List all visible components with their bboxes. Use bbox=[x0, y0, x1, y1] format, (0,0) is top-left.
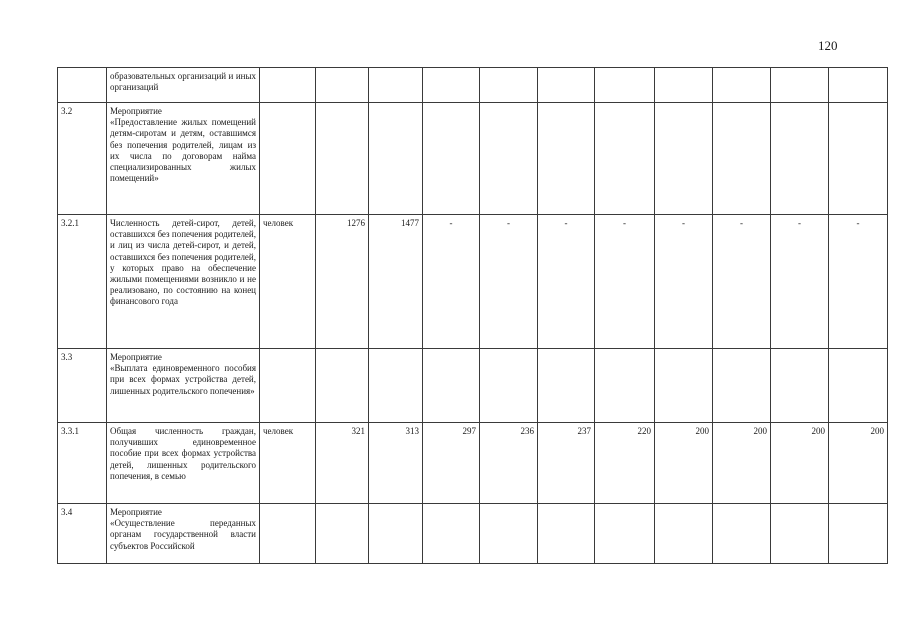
value-cell bbox=[595, 504, 655, 564]
description-text: «Осуществление переданных органам государственной власти субъектов Российской bbox=[110, 518, 256, 551]
unit-of-measure: человек bbox=[260, 215, 316, 349]
row-description bbox=[107, 68, 260, 103]
value-cell bbox=[655, 68, 713, 103]
table-row bbox=[58, 68, 888, 103]
description-text: Численность детей-сирот, детей, оставшихся без попечения родителей, и лиц из числа детей-сирот, и детей, оставшихся без попечения родителей, у которых право на обеспечение жилыми помещениями возникло и не реализовано, по состоянию на конец финансового года bbox=[110, 218, 256, 307]
value-cell: - bbox=[538, 215, 595, 349]
value-cell: 236 bbox=[480, 423, 538, 504]
value-cell bbox=[595, 68, 655, 103]
page-number: 120 bbox=[818, 38, 838, 53]
value-cell bbox=[538, 103, 595, 215]
description-text: «Предоставление жилых помещений детям-сиротам и детям, оставшимся без попечения родителей, лицам из их числа по договорам найма специализированных жилых помещений» bbox=[110, 117, 256, 184]
unit-of-measure bbox=[260, 68, 316, 103]
measure-title: Мероприятие bbox=[110, 352, 162, 362]
value-cell bbox=[480, 68, 538, 103]
value-cell: - bbox=[423, 215, 480, 349]
unit-of-measure bbox=[260, 349, 316, 423]
value-cell bbox=[771, 68, 829, 103]
value-cell: 200 bbox=[713, 423, 771, 504]
table-row bbox=[58, 423, 888, 504]
row-number: 3.3.1 bbox=[58, 423, 107, 504]
unit-of-measure bbox=[260, 504, 316, 564]
row-description bbox=[107, 504, 260, 564]
value-cell bbox=[771, 349, 829, 423]
value-cell: - bbox=[771, 215, 829, 349]
value-cell: 200 bbox=[771, 423, 829, 504]
measure-title: Мероприятие bbox=[110, 106, 162, 116]
value-cell: 1276 bbox=[316, 215, 369, 349]
value-cell bbox=[595, 103, 655, 215]
row-number bbox=[58, 68, 107, 103]
value-cell bbox=[713, 349, 771, 423]
value-cell bbox=[771, 103, 829, 215]
table-row bbox=[58, 103, 888, 215]
table-row bbox=[58, 349, 888, 423]
row-number: 3.2 bbox=[58, 103, 107, 215]
value-cell bbox=[713, 68, 771, 103]
value-cell bbox=[423, 504, 480, 564]
value-cell bbox=[369, 504, 423, 564]
value-cell bbox=[829, 68, 888, 103]
value-cell: - bbox=[655, 215, 713, 349]
value-cell: 321 bbox=[316, 423, 369, 504]
value-cell bbox=[538, 68, 595, 103]
value-cell bbox=[829, 504, 888, 564]
row-description bbox=[107, 215, 260, 349]
row-description bbox=[107, 103, 260, 215]
value-cell: 1477 bbox=[369, 215, 423, 349]
value-cell: 200 bbox=[829, 423, 888, 504]
value-cell bbox=[595, 349, 655, 423]
value-cell: 220 bbox=[595, 423, 655, 504]
value-cell bbox=[655, 504, 713, 564]
value-cell: 237 bbox=[538, 423, 595, 504]
value-cell bbox=[771, 504, 829, 564]
value-cell: 313 bbox=[369, 423, 423, 504]
value-cell bbox=[480, 504, 538, 564]
value-cell bbox=[829, 349, 888, 423]
value-cell bbox=[423, 103, 480, 215]
value-cell bbox=[369, 68, 423, 103]
value-cell bbox=[480, 103, 538, 215]
value-cell bbox=[829, 103, 888, 215]
value-cell: - bbox=[480, 215, 538, 349]
row-number: 3.2.1 bbox=[58, 215, 107, 349]
row-description bbox=[107, 423, 260, 504]
table-row bbox=[58, 215, 888, 349]
value-cell bbox=[369, 349, 423, 423]
value-cell bbox=[316, 349, 369, 423]
description-text: «Выплата единовременного пособия при всех формах устройства детей, лишенных родительского попечения» bbox=[110, 363, 256, 396]
row-number: 3.4 bbox=[58, 504, 107, 564]
value-cell bbox=[423, 349, 480, 423]
value-cell: 297 bbox=[423, 423, 480, 504]
unit-of-measure bbox=[260, 103, 316, 215]
table-row bbox=[58, 504, 888, 564]
indicators-table bbox=[57, 67, 888, 564]
unit-of-measure: человек bbox=[260, 423, 316, 504]
measure-title: Мероприятие bbox=[110, 507, 162, 517]
value-cell bbox=[655, 103, 713, 215]
value-cell bbox=[713, 504, 771, 564]
description-text: Общая численность граждан, получивших единовременное пособие при всех формах устройства детей, лишенных родительского попечения, в семью bbox=[110, 426, 256, 481]
value-cell bbox=[655, 349, 713, 423]
value-cell bbox=[480, 349, 538, 423]
value-cell bbox=[316, 68, 369, 103]
value-cell: - bbox=[829, 215, 888, 349]
row-number: 3.3 bbox=[58, 349, 107, 423]
value-cell: 200 bbox=[655, 423, 713, 504]
value-cell bbox=[369, 103, 423, 215]
description-text: образовательных организаций и иных организаций bbox=[110, 71, 256, 93]
value-cell bbox=[538, 504, 595, 564]
row-description bbox=[107, 349, 260, 423]
value-cell: - bbox=[595, 215, 655, 349]
value-cell bbox=[713, 103, 771, 215]
value-cell bbox=[538, 349, 595, 423]
value-cell bbox=[423, 68, 480, 103]
value-cell bbox=[316, 103, 369, 215]
value-cell: - bbox=[713, 215, 771, 349]
value-cell bbox=[316, 504, 369, 564]
